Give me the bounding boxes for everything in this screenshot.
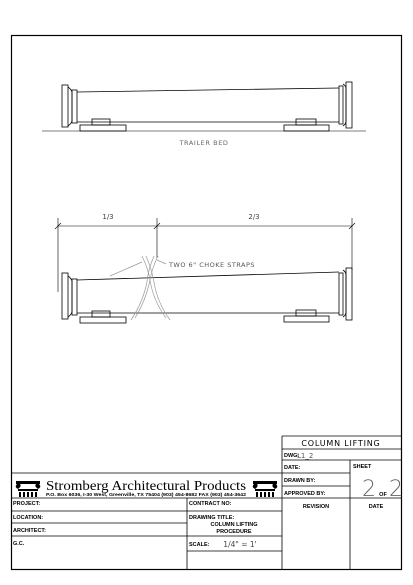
column-lift-view xyxy=(62,268,352,323)
location-label: LOCATION: xyxy=(13,515,44,521)
contract-label: CONTRACT NO: xyxy=(189,501,232,507)
right-support-block-lift xyxy=(284,310,329,322)
choke-straps xyxy=(110,256,170,320)
dimension-one-third: 1/3 xyxy=(102,213,114,221)
column-left-cap-lift xyxy=(62,273,77,319)
architect-label: ARCHITECT: xyxy=(13,528,46,534)
sheet-number: 2 xyxy=(362,477,376,502)
choke-straps-label: TWO 6" CHOKE STRAPS xyxy=(168,261,256,269)
dimension-lines xyxy=(55,218,355,292)
column-left-cap xyxy=(62,85,77,127)
dimension-two-thirds: 2/3 xyxy=(248,213,260,221)
left-support-block xyxy=(80,119,126,131)
sheet-title: COLUMN LIFTING xyxy=(301,439,381,448)
sheet-total: 2 xyxy=(389,477,403,502)
column-right-cap-lift xyxy=(339,268,352,320)
date-header: DATE xyxy=(368,504,384,510)
date-label: DATE: xyxy=(284,465,301,471)
drawing-title-line1: COLUMN LIFTING xyxy=(210,522,258,528)
sheet-of: OF xyxy=(379,492,387,498)
column-right-cap xyxy=(339,82,352,128)
scale-value: 1/4" = 1' xyxy=(223,540,257,549)
right-support-block xyxy=(284,119,329,131)
revision-header: REVISION xyxy=(302,504,330,510)
sheet-label: SHEET xyxy=(353,464,372,470)
project-label: PROJECT: xyxy=(13,501,41,507)
drawn-by-label: DRAWN BY: xyxy=(284,478,316,484)
drawing-title-label: DRAWING TITLE: xyxy=(189,515,235,521)
drawing-title-line2: PROCEDURE xyxy=(216,529,252,535)
approved-by-label: APPROVED BY: xyxy=(284,491,326,497)
company-address: P.O. Box 6036, I-30 West, Greenville, TX 75404 (903) 454-8682 FAX (903) 454-3642 xyxy=(46,492,247,497)
column-shaft-lift xyxy=(77,272,339,313)
gc-label: G.C. xyxy=(13,541,25,547)
column-shaft xyxy=(77,88,339,122)
company-logo-left xyxy=(16,481,41,497)
dwg-value: L1_2 xyxy=(297,452,314,460)
company-name: Stromberg Architectural Products xyxy=(46,478,246,493)
trailer-bed-label: TRAILER BED xyxy=(179,139,229,147)
company-logo-right xyxy=(253,481,278,497)
scale-label: SCALE: xyxy=(189,542,210,548)
column-on-trailer-view xyxy=(42,82,366,131)
dwg-label: DWG: xyxy=(284,453,300,459)
